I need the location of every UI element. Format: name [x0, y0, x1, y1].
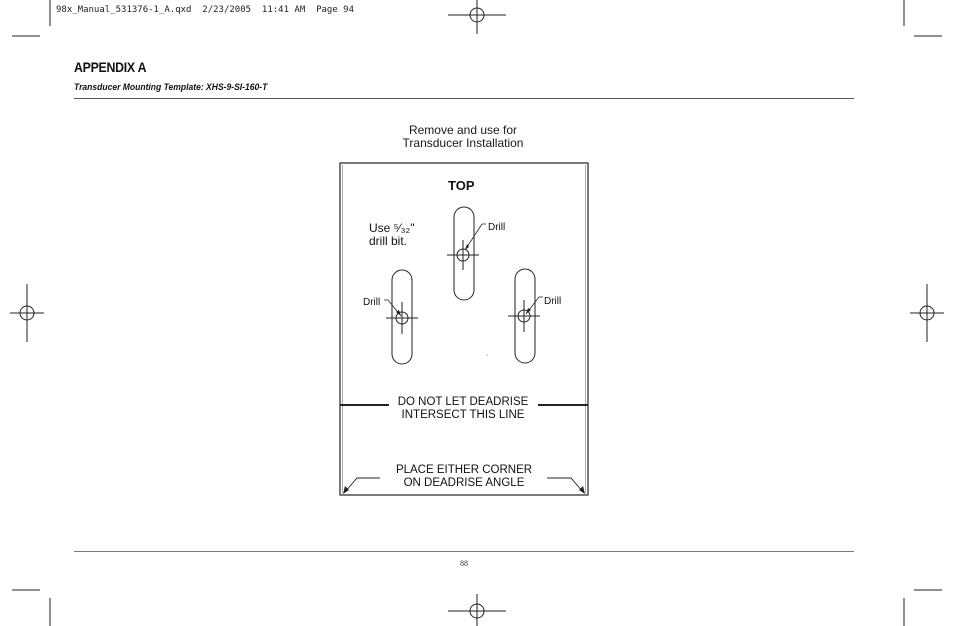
deadrise-warning-line1: DO NOT LET DEADRISE: [397, 396, 529, 408]
drill-bit-note-line1: Use ⁵⁄₃₂": [369, 221, 415, 235]
corner-arrow-right-icon: [579, 486, 585, 494]
drill-label-left: Drill: [363, 297, 381, 308]
instruction-line-1: Remove and use for: [408, 123, 518, 137]
template-subheading: Transducer Mounting Template: XHS-9-SI-160-T: [74, 82, 268, 93]
drill-slot-right: [508, 269, 540, 363]
page-number: 88: [460, 559, 468, 568]
corner-instruction-line2: ON DEADRISE ANGLE: [403, 477, 525, 489]
corner-arrow-left-icon: [343, 486, 349, 494]
drill-label-center: Drill: [488, 222, 506, 233]
corner-arrow-left: [345, 478, 380, 492]
top-label: TOP: [448, 178, 475, 193]
drill-slot-left: [386, 270, 418, 364]
appendix-heading: APPENDIX A: [74, 59, 147, 75]
corner-instruction-line1: PLACE EITHER CORNER: [395, 464, 533, 476]
drill-label-right: Drill: [544, 296, 562, 307]
template-border: [340, 163, 588, 495]
footer-rule: [74, 551, 854, 552]
drill-bit-note-line2: drill bit.: [369, 234, 408, 248]
drill-slot-center: [447, 207, 479, 300]
instruction-line-2: Transducer Installation: [402, 136, 524, 150]
corner-arrow-right: [547, 478, 583, 492]
print-slug-line: 98x_Manual_531376-1_A.qxd 2/23/2005 11:41 AM Page 94: [56, 5, 355, 15]
deadrise-warning-line2: INTERSECT THIS LINE: [401, 409, 525, 421]
